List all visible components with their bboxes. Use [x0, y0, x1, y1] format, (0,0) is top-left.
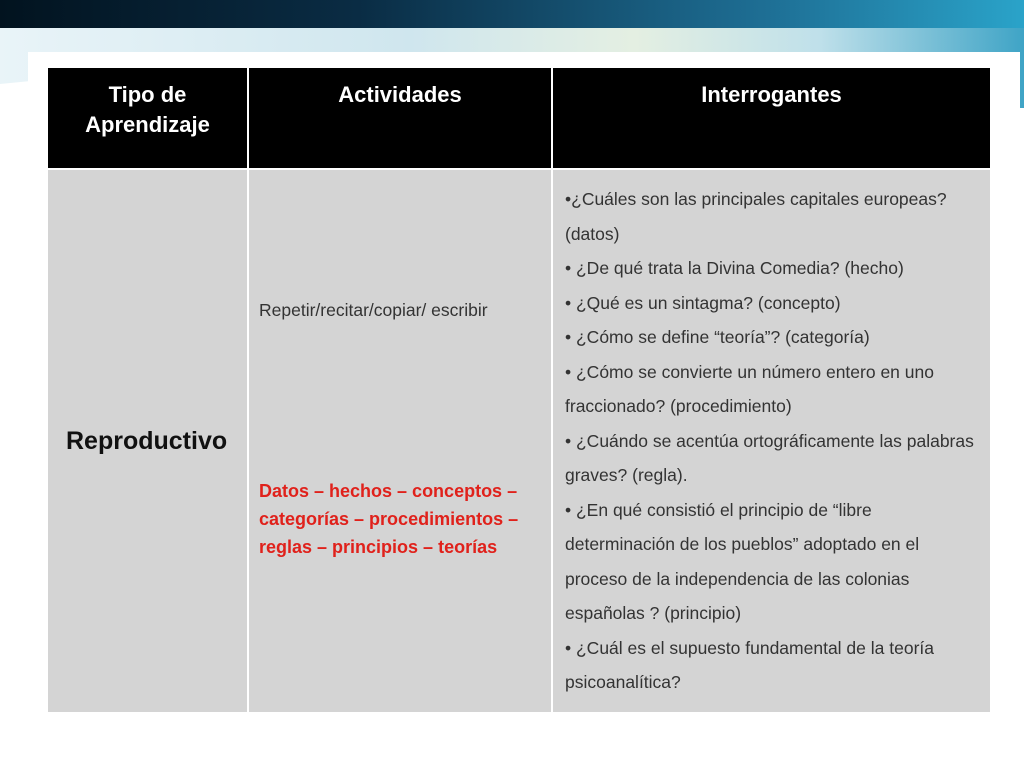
- list-item: • ¿De qué trata la Divina Comedia? (hecho): [565, 258, 904, 278]
- header-interrogantes: Interrogantes: [552, 68, 990, 169]
- list-item: • ¿Cuándo se acentúa ortográficamente las palabras graves? (regla).: [565, 430, 974, 485]
- actividades-text: Repetir/recitar/copiar/ escribir: [259, 300, 488, 320]
- top-banner: [0, 0, 1024, 28]
- list-item: • ¿Cómo se convierte un número entero en uno fraccionado? (procedimiento): [565, 361, 934, 416]
- table-row: [48, 169, 990, 712]
- cell-actividades: [248, 169, 552, 712]
- header-actividades: Actividades: [248, 68, 552, 169]
- list-item: • ¿Cómo se define “teoría”? (categoría): [565, 327, 870, 347]
- table-header-row: [48, 68, 990, 169]
- cell-interrogantes: [552, 169, 990, 712]
- interrogantes-list: [565, 182, 980, 700]
- header-tipo-line1: Tipo de: [108, 82, 187, 107]
- list-item: • ¿En qué consistió el principio de “libre determinación de los pueblos” adoptado en el proceso de la independencia de las colonias españolas ? (principio): [565, 499, 920, 623]
- list-item: • ¿Cuál es el supuesto fundamental de la teoría psicoanalítica?: [565, 637, 934, 692]
- header-tipo: [48, 68, 248, 169]
- learning-table: [48, 68, 990, 712]
- cell-tipo: Reproductivo: [48, 169, 248, 712]
- header-tipo-line2: Aprendizaje: [85, 111, 210, 137]
- list-item: • ¿Qué es un sintagma? (concepto): [565, 292, 841, 313]
- actividades-highlight: Datos – hechos – conceptos – categorías – procedimientos – reglas – principios – teorías: [259, 481, 519, 557]
- table: [48, 68, 990, 712]
- list-item: •¿Cuáles son las principales capitales europeas? (datos): [565, 189, 947, 244]
